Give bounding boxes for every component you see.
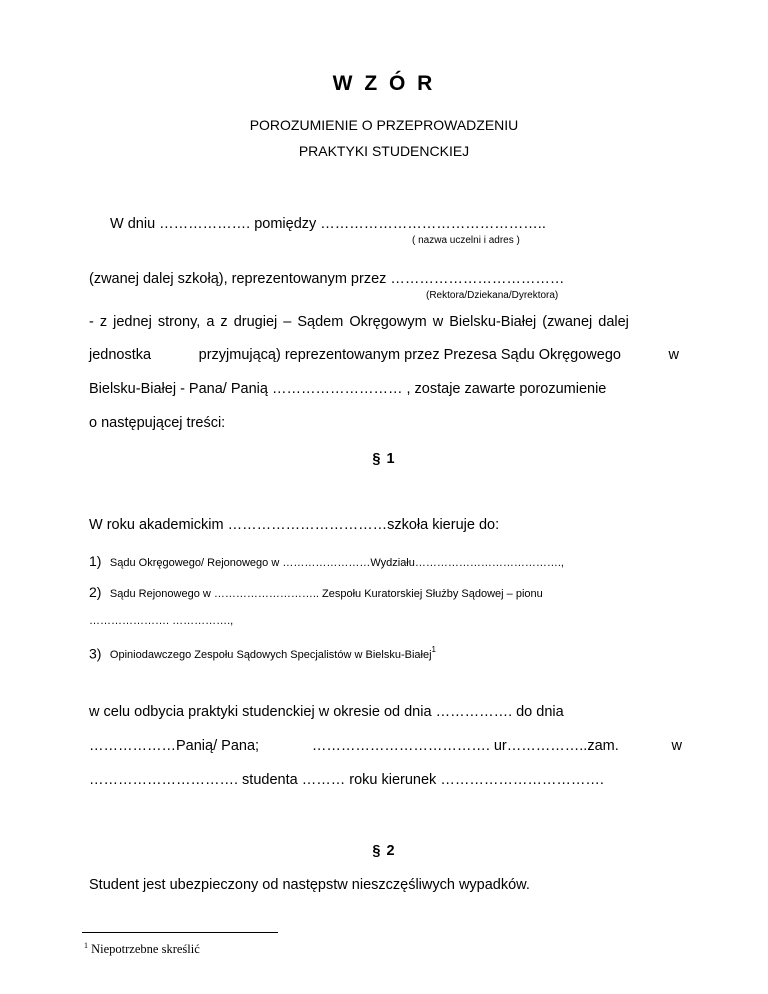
footnote-reference: 1 (431, 645, 436, 654)
item-text: Sądu Okręgowego/ Rejonowego w ……………………Wydziału…………………………………., (109, 557, 564, 569)
section1-item-1 (89, 553, 564, 571)
purpose-line3: …………………………. studenta ……… roku kierunek ……………………………. (89, 772, 604, 788)
purpose-line2-birth: ………………………………. ur……………..zam. (311, 738, 619, 754)
section1-heading: § 1 (372, 451, 396, 467)
intro-content-line: o następującej treści: (89, 415, 226, 431)
purpose-line2-person: ………………Panią/ Pana; (89, 738, 260, 754)
item-number: 3) (89, 645, 102, 662)
intro-parties-line: - z jednej strony, a z drugiej – Sądem Okręgowym w Bielsku-Białej (zwanej dalej (89, 314, 629, 330)
purpose-line1: w celu odbycia praktyki studenckiej w okresie od dnia ……………. do dnia (89, 704, 564, 720)
intro-host-word2: przyjmującą) reprezentowanym przez Prezesa Sądu Okręgowego (198, 347, 621, 363)
intro-host-word3: w (668, 347, 679, 363)
purpose-line2 (89, 738, 682, 754)
item-text: Sądu Rejonowego w ……………………….. Zespołu Kuratorskiej Służby Sądowej – pionu (109, 588, 543, 600)
intro-host-line (89, 347, 679, 363)
item-number: 1) (89, 553, 102, 569)
section1-item-2 (89, 584, 543, 602)
intro-president-line: Bielsku-Białej - Pana/ Panią ……………………… , zostaje zawarte porozumienie (89, 381, 607, 397)
intro-host-word1: jednostka (89, 347, 152, 363)
footnote (84, 941, 200, 957)
intro-date-line: W dniu ………………. pomiędzy ……………………………………….. (110, 216, 546, 232)
item-number: 2) (89, 584, 102, 600)
section1-lead: W roku akademickim ……………………………szkoła kieruje do: (89, 517, 500, 533)
document-subtitle-line1: POROZUMIENIE O PRZEPROWADZENIU (249, 117, 519, 133)
section2-text: Student jest ubezpieczony od następstw nieszczęśliwych wypadków. (89, 877, 530, 893)
intro-university-hint: ( nazwa uczelni i adres ) (412, 235, 520, 246)
section1-item-2-continuation: …………………. ……………., (89, 615, 234, 627)
intro-representative-hint: (Rektora/Dziekana/Dyrektora) (426, 290, 559, 301)
section1-item-3 (89, 645, 436, 663)
document-subtitle-line2: PRAKTYKI STUDENCKIEJ (298, 143, 470, 159)
section2-heading: § 2 (372, 843, 396, 859)
intro-representative-line: (zwanej dalej szkołą), reprezentowanym przez ……………………………… (89, 271, 565, 287)
item-text: Opiniodawczego Zespołu Sądowych Specjalistów w Bielsku-Białej (109, 649, 432, 662)
document-title: W Z Ó R (332, 72, 436, 95)
footnote-separator (82, 932, 278, 933)
purpose-line2-w: w (671, 738, 682, 754)
footnote-text: Niepotrzebne skreślić (91, 942, 200, 957)
footnote-number: 1 (84, 941, 88, 950)
